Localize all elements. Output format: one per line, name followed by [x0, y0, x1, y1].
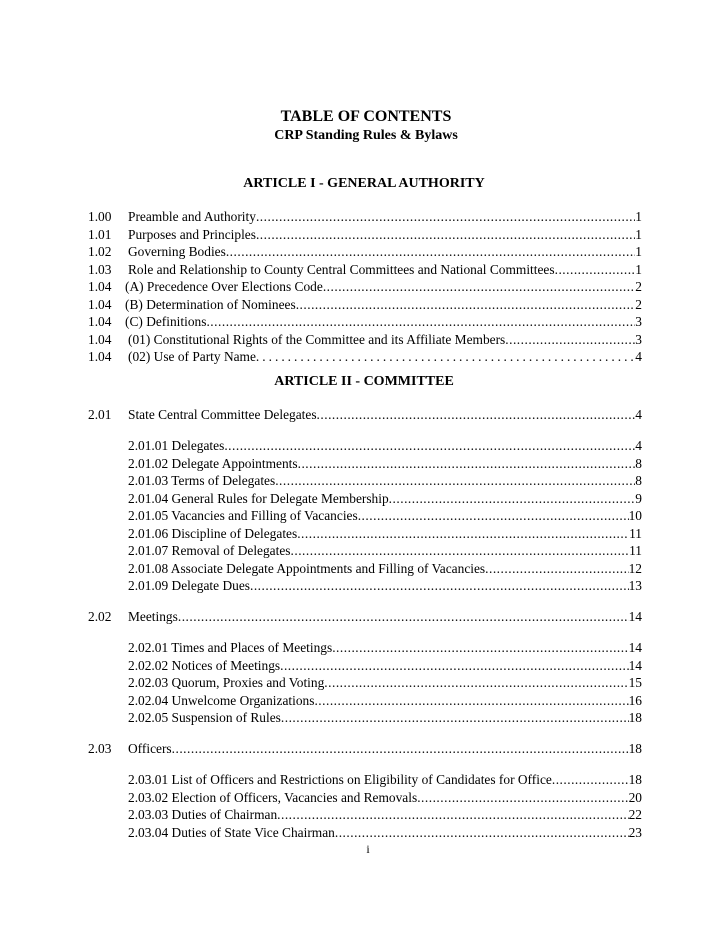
dot-leader: [317, 406, 636, 424]
entry-label: (01) Constitutional Rights of the Committee and its Affiliate Members: [128, 332, 506, 347]
entry-label: Governing Bodies: [128, 244, 226, 259]
page-number: 16: [628, 693, 642, 708]
entry-line: [128, 348, 642, 366]
toc-entry: [88, 261, 642, 279]
page-number: 15: [628, 675, 642, 690]
toc-entry: [88, 243, 642, 261]
toc-entry: [88, 639, 642, 657]
dot-leader: [224, 437, 635, 455]
entry-label: 2.01.05 Vacancies and Filling of Vacancies: [128, 508, 358, 523]
entry-label: 2.01.02 Delegate Appointments: [128, 456, 298, 471]
toc-entry: [88, 692, 642, 710]
entry-label: 2.03.03 Duties of Chairman: [128, 807, 278, 822]
entry-label: Role and Relationship to County Central Committees and National Committees: [128, 262, 555, 277]
toc-entry: [88, 406, 642, 424]
page-number: 11: [629, 526, 642, 541]
entry-line: [125, 296, 642, 314]
entry-line: [128, 740, 642, 758]
dot-leader: [226, 243, 635, 261]
toc-entry: [88, 674, 642, 692]
dot-leader: [280, 657, 629, 675]
entry-line: [128, 674, 642, 692]
section-number: 1.03: [88, 262, 112, 277]
entry-line: [128, 490, 642, 508]
page-number: 2: [635, 279, 642, 294]
toc-entry: [88, 296, 642, 314]
section-number: 2.03: [88, 741, 112, 756]
entry-line: [128, 824, 642, 842]
entry-line: [128, 406, 642, 424]
dot-leader: [178, 608, 629, 626]
section-number: 1.00: [88, 209, 112, 224]
entry-label: 2.03.01 List of Officers and Restrictions on Eligibility of Candidates for Office: [128, 772, 552, 787]
toc-entry: [88, 740, 642, 758]
section-number: 1.02: [88, 244, 112, 259]
dot-leader: [324, 674, 628, 692]
toc-entry: [88, 824, 642, 842]
dot-leader: [256, 208, 635, 226]
page-number: 1: [635, 209, 642, 224]
toc-subtitle: CRP Standing Rules & Bylaws: [274, 128, 458, 143]
toc-entry: [88, 806, 642, 824]
page-number: 18: [628, 772, 642, 787]
entry-label: 2.01.09 Delegate Dues: [128, 578, 250, 593]
section-number: 1.04: [88, 279, 112, 294]
entry-line: [128, 525, 642, 543]
toc-entry: [88, 789, 642, 807]
entry-label: Purposes and Principles: [128, 227, 256, 242]
dot-leader: [296, 296, 636, 314]
entry-line: [128, 542, 642, 560]
toc-entry: [88, 709, 642, 727]
dot-leader: [172, 740, 629, 758]
entry-label: 2.01.04 General Rules for Delegate Membership: [128, 491, 389, 506]
page-number: 4: [635, 407, 642, 422]
section-number: 1.01: [88, 227, 112, 242]
page-number: 1: [635, 262, 642, 277]
entry-line: [128, 331, 642, 349]
dot-leader: [335, 824, 629, 842]
entry-label: 2.01.07 Removal of Delegates: [128, 543, 291, 558]
entry-label: 2.02.02 Notices of Meetings: [128, 658, 281, 673]
dot-leader: [206, 313, 635, 331]
entry-label: (B) Determination of Nominees: [125, 297, 296, 312]
page-number: 8: [635, 456, 642, 471]
dot-leader: [256, 348, 635, 366]
page-number: 18: [628, 741, 642, 756]
toc-entry: [88, 472, 642, 490]
dot-leader: [323, 278, 635, 296]
page-number: 18: [628, 710, 642, 725]
entry-line: [128, 639, 642, 657]
section-number: 2.02: [88, 609, 112, 624]
section-number: 2.01: [88, 407, 112, 422]
dot-leader: [297, 525, 629, 543]
toc-entry: [88, 560, 642, 578]
entry-line: [125, 278, 642, 296]
entry-label: Meetings: [128, 609, 178, 624]
dot-leader: [291, 542, 630, 560]
entry-line: [128, 226, 642, 244]
toc-entry: [88, 542, 642, 560]
entry-label: 2.01.01 Delegates: [128, 438, 225, 453]
page-number: 14: [628, 658, 642, 673]
toc-entry: [88, 577, 642, 595]
toc-entry: [88, 608, 642, 626]
entry-line: [128, 771, 642, 789]
section-number: 1.04: [88, 297, 112, 312]
entry-label: 2.03.02 Election of Officers, Vacancies and Removals: [128, 790, 418, 805]
dot-leader: [256, 226, 635, 244]
dot-leader: [552, 771, 629, 789]
toc-entry: [88, 331, 642, 349]
page-number: 12: [628, 561, 642, 576]
dot-leader: [314, 692, 628, 710]
entry-line: [128, 709, 642, 727]
page-number: 2: [635, 297, 642, 312]
toc-entry: [88, 771, 642, 789]
entry-line: [128, 507, 642, 525]
entry-label: 2.02.05 Suspension of Rules: [128, 710, 281, 725]
page-number: 22: [628, 807, 642, 822]
dot-leader: [298, 455, 636, 473]
entry-line: [125, 313, 642, 331]
entry-line: [128, 692, 642, 710]
toc-entry: [88, 226, 642, 244]
article-heading: ARTICLE II - COMMITTEE: [274, 374, 454, 389]
entry-label: 2.02.03 Quorum, Proxies and Voting: [128, 675, 325, 690]
article-heading: ARTICLE I - GENERAL AUTHORITY: [243, 176, 485, 191]
dot-leader: [275, 472, 635, 490]
page-number: 4: [635, 349, 642, 364]
entry-line: [128, 455, 642, 473]
page-number: 14: [628, 640, 642, 655]
dot-leader: [505, 331, 635, 349]
entry-line: [128, 472, 642, 490]
entry-label: (02) Use of Party Name: [128, 349, 256, 364]
dot-leader: [250, 577, 629, 595]
page-number: 23: [628, 825, 642, 840]
toc-title: TABLE OF CONTENTS: [280, 108, 452, 125]
entry-line: [128, 608, 642, 626]
dot-leader: [332, 639, 628, 657]
entry-label: 2.01.06 Discipline of Delegates: [128, 526, 298, 541]
page-number: 20: [628, 790, 642, 805]
toc-entry: [88, 208, 642, 226]
entry-label: 2.02.04 Unwelcome Organizations: [128, 693, 315, 708]
toc-entry: [88, 455, 642, 473]
dot-leader: [389, 490, 636, 508]
page-number: 9: [635, 491, 642, 506]
dot-leader: [281, 709, 629, 727]
entry-line: [128, 789, 642, 807]
section-number: 1.04: [88, 349, 112, 364]
toc-entry: [88, 507, 642, 525]
dot-leader: [555, 261, 636, 279]
page-number: 3: [635, 314, 642, 329]
page-number: 13: [628, 578, 642, 593]
toc-entry: [88, 437, 642, 455]
dot-leader: [485, 560, 628, 578]
page-footer-number: i: [366, 842, 370, 856]
entry-line: [128, 806, 642, 824]
entry-line: [128, 208, 642, 226]
entry-line: [128, 243, 642, 261]
page-number: 8: [635, 473, 642, 488]
toc-entry: [88, 525, 642, 543]
page-number: 1: [635, 227, 642, 242]
entry-label: (C) Definitions: [125, 314, 207, 329]
page-number: 3: [635, 332, 642, 347]
entry-line: [128, 437, 642, 455]
entry-label: 2.01.03 Terms of Delegates: [128, 473, 276, 488]
entry-label: 2.01.08 Associate Delegate Appointments and Filling of Vacancies: [128, 561, 486, 576]
toc-entry: [88, 657, 642, 675]
entry-label: State Central Committee Delegates: [128, 407, 317, 422]
toc-entry: [88, 348, 642, 366]
section-number: 1.04: [88, 332, 112, 347]
entry-line: [128, 560, 642, 578]
dot-leader: [358, 507, 629, 525]
dot-leader: [417, 789, 628, 807]
section-number: 1.04: [88, 314, 112, 329]
page-number: 10: [628, 508, 642, 523]
entry-label: Preamble and Authority: [128, 209, 256, 224]
entry-line: [128, 261, 642, 279]
page-number: 1: [635, 244, 642, 259]
entry-label: Officers: [128, 741, 172, 756]
page-number: 14: [628, 609, 642, 624]
toc-entry: [88, 313, 642, 331]
toc-entry: [88, 490, 642, 508]
entry-line: [128, 577, 642, 595]
entry-label: 2.02.01 Times and Places of Meetings: [128, 640, 333, 655]
entry-label: (A) Precedence Over Elections Code: [125, 279, 323, 294]
toc-entry: [88, 278, 642, 296]
entry-label: 2.03.04 Duties of State Vice Chairman: [128, 825, 335, 840]
page-number: 4: [635, 438, 642, 453]
page-number: 11: [629, 543, 642, 558]
entry-line: [128, 657, 642, 675]
dot-leader: [277, 806, 628, 824]
